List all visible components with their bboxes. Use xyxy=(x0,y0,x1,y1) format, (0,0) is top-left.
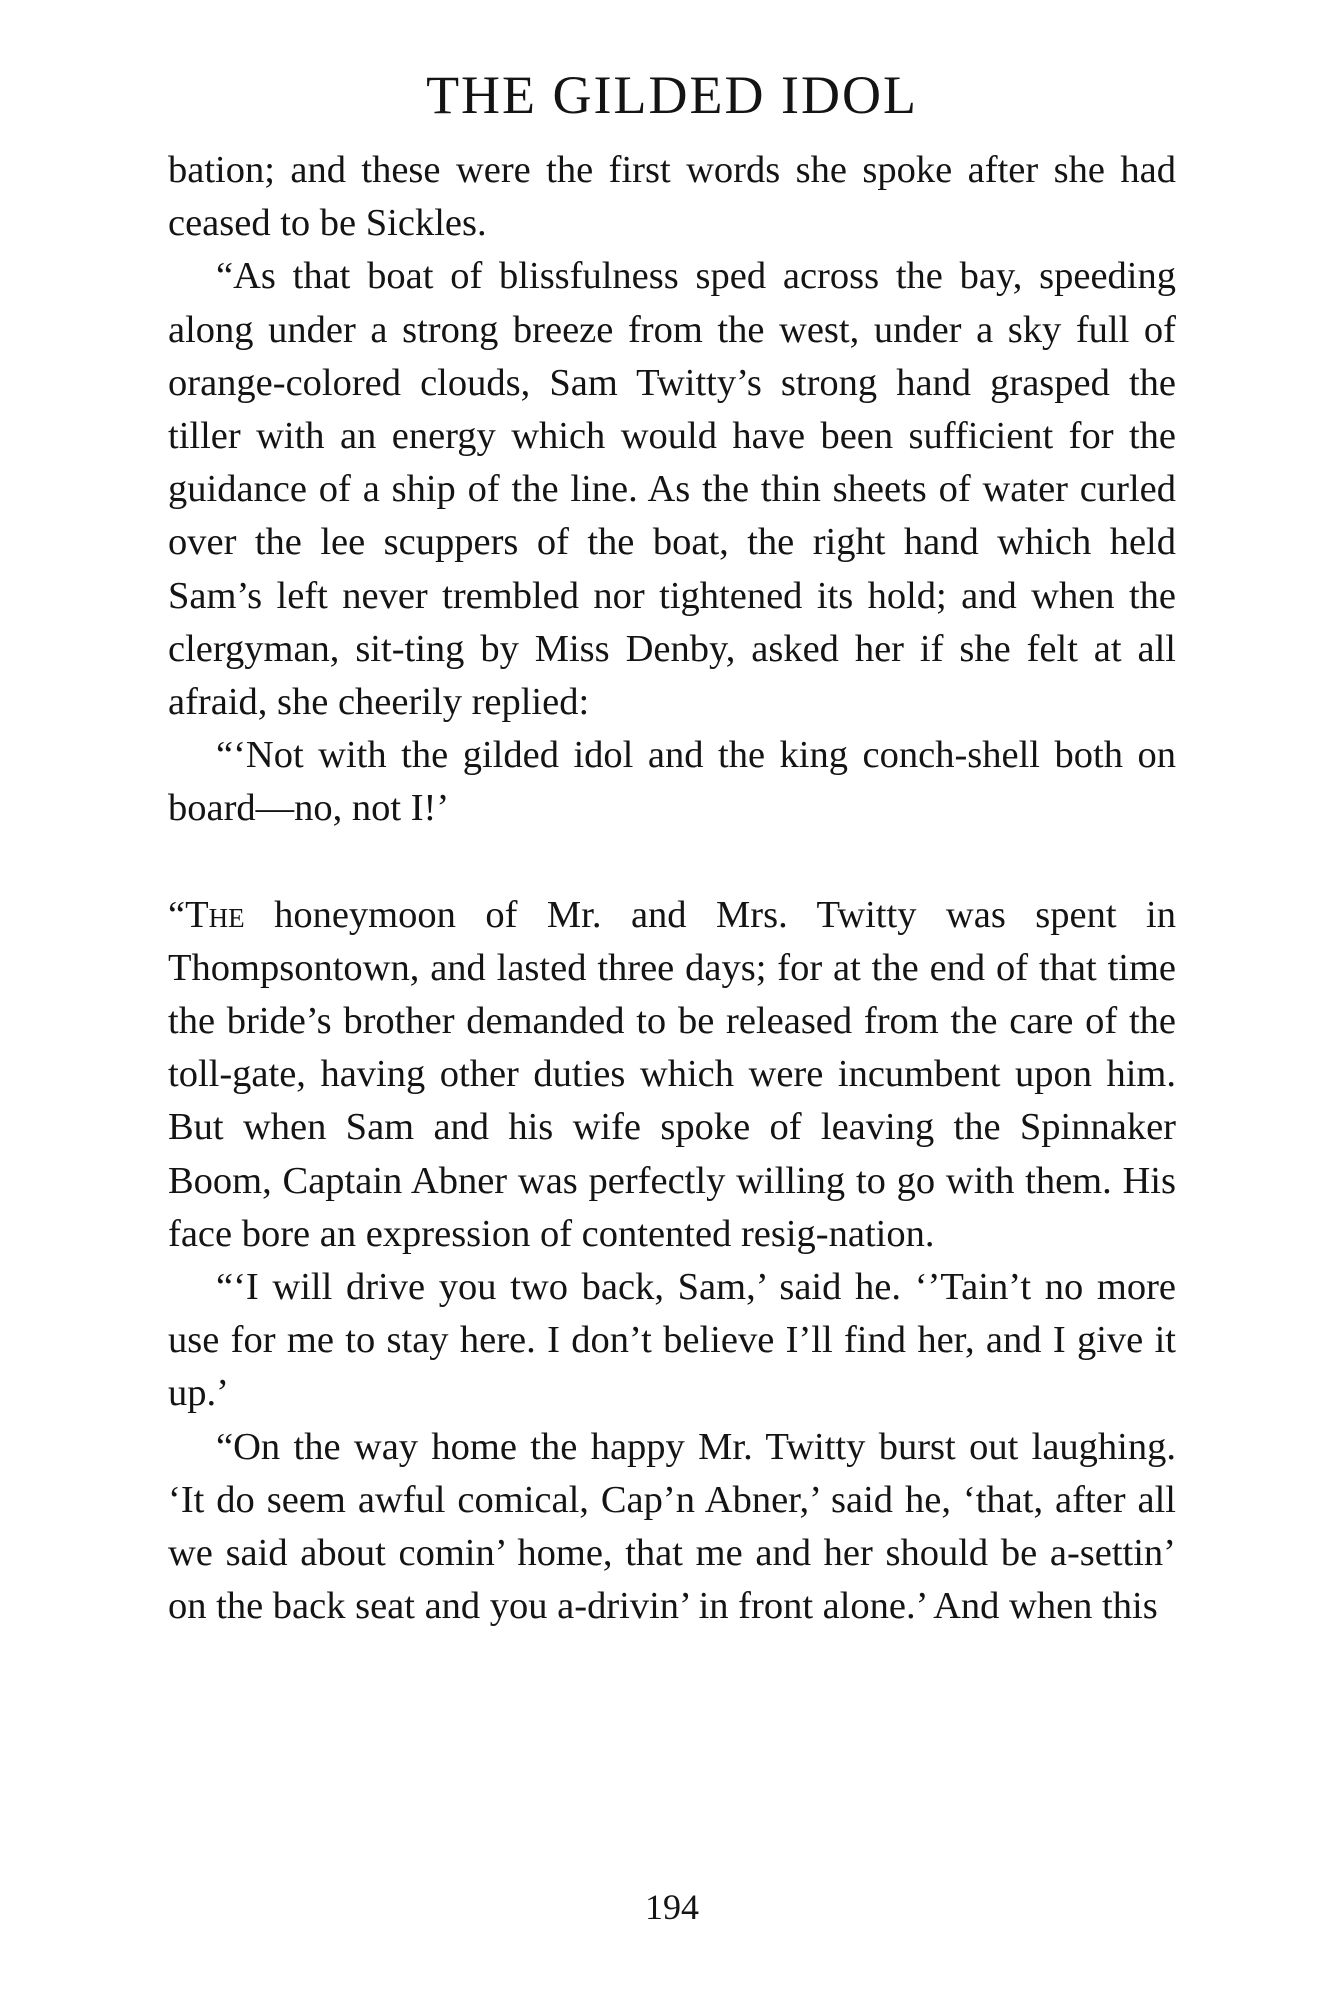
section-break xyxy=(168,836,1176,889)
paragraph-continuation: bation; and these were the first words she spoke after she had ceased to be Sickles. xyxy=(168,149,1176,245)
book-page xyxy=(168,60,1176,1940)
section-opening-word: “The xyxy=(168,893,245,936)
paragraph-honeymoon-text: honeymoon of Mr. and Mrs. Twitty was spent in Thompsontown, and lasted three days; for at the end of that time the bride’s brother demanded to be released from the care of the toll-gate, having other duties which were incumbent upon him. But when Sam and his wife spoke of leaving the Spinnaker Boom, Captain Abner was perfectly willing to go with them. His face bore an expression of contented resig-nation. xyxy=(168,893,1176,1255)
paragraph-drive-back: “‘I will drive you two back, Sam,’ said he. ‘’Tain’t no more use for me to stay here. I don’t believe I’ll find her, and I give it up.’ xyxy=(168,1266,1176,1415)
paragraph-honeymoon xyxy=(168,889,1176,1261)
paragraph-way-home: “On the way home the happy Mr. Twitty burst out laughing. ‘It do seem awful comical, Cap’n Abner,’ said he, ‘that, after all we said about comin’ home, that me and her should be a-settin’ on the back seat and you a-drivin’ in front alone.’ And when this xyxy=(168,1425,1176,1628)
page-number: 194 xyxy=(645,1887,699,1927)
paragraph-boat: “As that boat of blissfulness sped across the bay, speeding along under a strong breeze from the west, under a sky full of orange-colored clouds, Sam Twitty’s strong hand grasped the tiller with an energy which would have been sufficient for the guidance of a ship of the line. As the thin sheets of water curled over the lee scuppers of the boat, the right hand which held Sam’s left never trembled nor tightened its hold; and when the clergyman, sit-ting by Miss Denby, asked her if she felt at all afraid, she cheerily replied: xyxy=(168,255,1176,724)
body-text xyxy=(168,144,1176,1633)
running-title: THE GILDED IDOL xyxy=(426,65,918,125)
paragraph-reply: “‘Not with the gilded idol and the king conch-shell both on board—no, not I!’ xyxy=(168,734,1176,830)
